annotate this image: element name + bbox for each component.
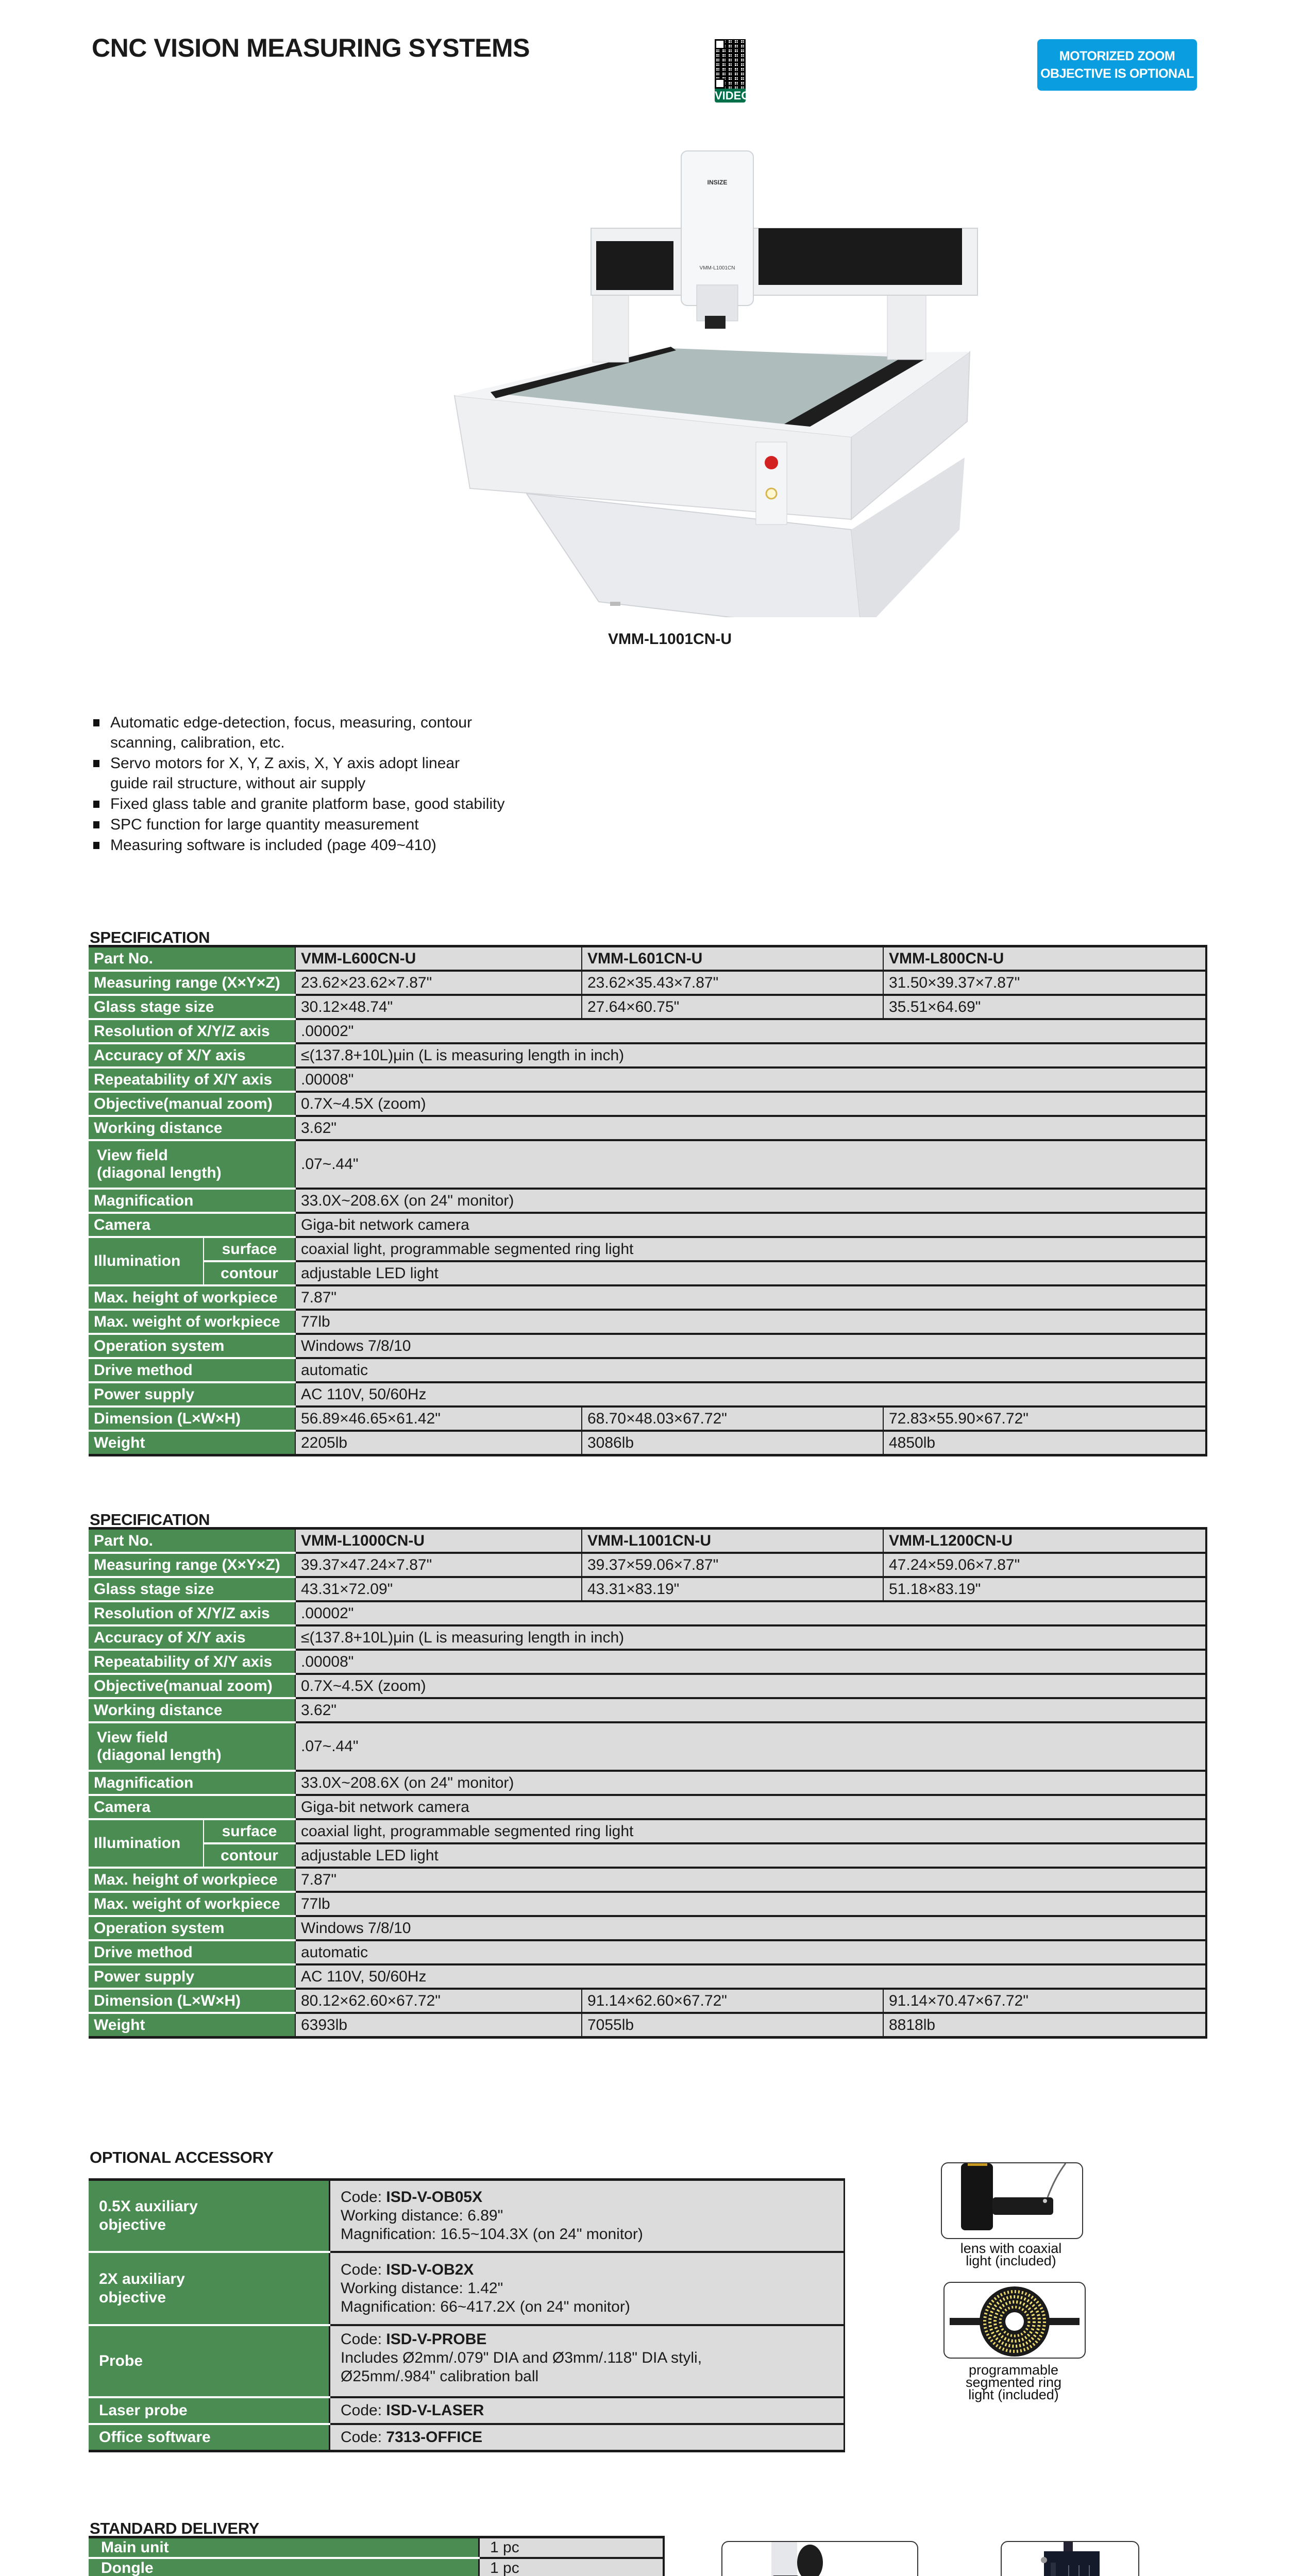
logo-text: INSIZE: [707, 179, 728, 186]
label-contour: contour: [204, 1843, 295, 1868]
accessory-details: [330, 2397, 845, 2424]
drive-value: automatic: [295, 1358, 1206, 1382]
accessory-detail-line: Includes Ø2mm/.079" DIA and Ø3mm/.118" DIA styli,: [341, 2349, 702, 2366]
accessory-label-line-2: objective: [99, 2216, 166, 2233]
weight-3: 4850lb: [883, 1431, 1206, 1455]
delivery-qty: 1 pc: [479, 2558, 664, 2576]
spec-title-2: SPECIFICATION: [90, 1511, 210, 1529]
gantry-panel-left: [596, 241, 673, 290]
delivery-item: Main unit: [89, 2537, 479, 2558]
label-range: Measuring range (X×Y×Z): [89, 1553, 295, 1577]
code-prefix: Code:: [341, 2261, 386, 2278]
model-1: VMM-L1000CN-U: [295, 1529, 582, 1553]
surface-value: coaxial light, programmable segmented ring light: [295, 1237, 1206, 1261]
dimension-3: 91.14×70.47×67.72": [883, 1989, 1206, 2013]
range-3: 47.24×59.06×7.87": [883, 1553, 1206, 1577]
table-row: [89, 1868, 1206, 1892]
model-1: VMM-L600CN-U: [295, 946, 582, 971]
table-row: [89, 1843, 1206, 1868]
label-max-height: Max. height of workpiece: [89, 1868, 295, 1892]
code-prefix: Code:: [341, 2428, 386, 2446]
table-row: [89, 1261, 1206, 1285]
accessory-detail-line: Magnification: 16.5~104.3X (on 24" monitor): [341, 2225, 643, 2243]
table-row: [89, 1674, 1206, 1698]
caption-line: light (included): [968, 2387, 1059, 2402]
table-row: [89, 1431, 1206, 1455]
lens-head: [697, 285, 738, 321]
ring-light-photo: [943, 2282, 1086, 2359]
accessory-details: [330, 2252, 845, 2325]
table-row: [89, 1601, 1206, 1625]
accessory-details: [330, 2180, 845, 2252]
label-accuracy: Accuracy of X/Y axis: [89, 1043, 295, 1067]
range-3: 31.50×39.37×7.87": [883, 971, 1206, 995]
range-1: 23.62×23.62×7.87": [295, 971, 582, 995]
table-row: [89, 1285, 1206, 1310]
gantry-panel-right: [758, 228, 962, 285]
label-repeatability: Repeatability of X/Y axis: [89, 1067, 295, 1092]
max-height-value: 7.87": [295, 1285, 1206, 1310]
weight-2: 3086lb: [582, 1431, 883, 1455]
label-power: Power supply: [89, 1964, 295, 1989]
table-row: [89, 2537, 664, 2558]
accessory-code: ISD-V-OB05X: [386, 2188, 483, 2206]
gantry-leg-right: [887, 293, 926, 360]
label-weight: Weight: [89, 2013, 295, 2038]
label-drive: Drive method: [89, 1940, 295, 1964]
label-magnification: Magnification: [89, 1771, 295, 1795]
view-field-line-1: View field: [97, 1729, 168, 1746]
resolution-value: .00002": [295, 1601, 1206, 1625]
table-row: [89, 1650, 1206, 1674]
label-resolution: Resolution of X/Y/Z axis: [89, 1601, 295, 1625]
model-3: VMM-L1200CN-U: [883, 1529, 1206, 1553]
table-row: [89, 946, 1206, 971]
label-range: Measuring range (X×Y×Z): [89, 971, 295, 995]
accessory-code: ISD-V-LASER: [386, 2401, 484, 2419]
delivery-item: Dongle: [89, 2558, 479, 2576]
accessory-code: ISD-V-OB2X: [386, 2261, 474, 2278]
probe-icon: [722, 2542, 917, 2576]
accuracy-value: ≤(137.8+10L)μin (L is measuring length in inch): [295, 1625, 1206, 1650]
table-row: [89, 2252, 845, 2325]
table-row: [89, 1698, 1206, 1722]
feature-item: Automatic edge-detection, focus, measuring, contour scanning, calibration, etc.: [92, 713, 502, 753]
stage-2: 27.64×60.75": [582, 995, 883, 1019]
model-3: VMM-L800CN-U: [883, 946, 1206, 971]
stage-3: 51.18×83.19": [883, 1577, 1206, 1601]
label-working-distance: Working distance: [89, 1116, 295, 1140]
camera-column: [681, 151, 753, 306]
table-row: [89, 1553, 1206, 1577]
power-value: AC 110V, 50/60Hz: [295, 1382, 1206, 1406]
feature-list: [92, 713, 504, 856]
label-surface: surface: [204, 1819, 295, 1843]
max-height-value: 7.87": [295, 1868, 1206, 1892]
table-row: [89, 971, 1206, 995]
label-working-distance: Working distance: [89, 1698, 295, 1722]
accessory-detail-line: Ø25mm/.984" calibration ball: [341, 2367, 539, 2385]
label-drive: Drive method: [89, 1358, 295, 1382]
gantry-leg-left: [593, 295, 629, 362]
lens-coaxial-icon: [942, 2163, 1082, 2238]
max-weight-value: 77lb: [295, 1310, 1206, 1334]
camera-value: Giga-bit network camera: [295, 1795, 1206, 1819]
weight-1: 6393lb: [295, 2013, 582, 2038]
table-row: [89, 1382, 1206, 1406]
table-row: [89, 2325, 845, 2397]
foot-left: [610, 602, 620, 606]
accessory-details: [330, 2325, 845, 2397]
table-row: [89, 2558, 664, 2576]
stage-2: 43.31×83.19": [582, 1577, 883, 1601]
dimension-3: 72.83×55.90×67.72": [883, 1406, 1206, 1431]
os-value: Windows 7/8/10: [295, 1916, 1206, 1940]
table-row: [89, 1625, 1206, 1650]
label-max-height: Max. height of workpiece: [89, 1285, 295, 1310]
label-view-field: [89, 1140, 295, 1189]
label-camera: Camera: [89, 1213, 295, 1237]
table-row: [89, 1189, 1206, 1213]
model-2: VMM-L1001CN-U: [582, 1529, 883, 1553]
label-max-weight: Max. weight of workpiece: [89, 1892, 295, 1916]
table-row: [89, 1916, 1206, 1940]
table-row: [89, 1771, 1206, 1795]
table-row: [89, 1577, 1206, 1601]
spec-title-1: SPECIFICATION: [90, 928, 210, 946]
repeatability-value: .00008": [295, 1650, 1206, 1674]
accessory-details: [330, 2424, 845, 2451]
label-os: Operation system: [89, 1334, 295, 1358]
label-weight: Weight: [89, 1431, 295, 1455]
video-qr-code[interactable]: [715, 39, 750, 103]
lens-tip: [705, 316, 726, 329]
label-objective: Objective(manual zoom): [89, 1674, 295, 1698]
table-row: [89, 1406, 1206, 1431]
table-row: [89, 2013, 1206, 2038]
range-2: 39.37×59.06×7.87": [582, 1553, 883, 1577]
repeatability-value: .00008": [295, 1067, 1206, 1092]
spec-table-1: [89, 945, 1207, 1456]
label-stage: Glass stage size: [89, 1577, 295, 1601]
label-view-field: [89, 1722, 295, 1771]
probe-photo: [721, 2541, 918, 2576]
table-row: [89, 1989, 1206, 2013]
weight-1: 2205lb: [295, 1431, 582, 1455]
view-field-line-1: View field: [97, 1147, 168, 1164]
table-row: [89, 2424, 845, 2451]
label-part-no: Part No.: [89, 1529, 295, 1553]
objective-value: 0.7X~4.5X (zoom): [295, 1092, 1206, 1116]
code-prefix: Code:: [341, 2330, 386, 2348]
accessory-label: [89, 2180, 330, 2252]
label-stage: Glass stage size: [89, 995, 295, 1019]
ring-light-icon: [945, 2283, 1085, 2358]
badge-line-1: MOTORIZED ZOOM: [1059, 49, 1175, 63]
view-field-value: .07~.44": [295, 1722, 1206, 1771]
feature-item: Fixed glass table and granite platform base, good stability: [92, 794, 504, 814]
dimension-1: 56.89×46.65×61.42": [295, 1406, 582, 1431]
feature-item: Servo motors for X, Y, Z axis, X, Y axis adopt linear guide rail structure, without air supply: [92, 753, 492, 793]
table-row: [89, 1358, 1206, 1382]
accessory-label: [89, 2252, 330, 2325]
table-row: [89, 1940, 1206, 1964]
accessory-label-line-1: 2X auxiliary: [99, 2270, 185, 2287]
stage-1: 43.31×72.09": [295, 1577, 582, 1601]
model-2: VMM-L601CN-U: [582, 946, 883, 971]
table-row: [89, 1529, 1206, 1553]
label-repeatability: Repeatability of X/Y axis: [89, 1650, 295, 1674]
stage-1: 30.12×48.74": [295, 995, 582, 1019]
feature-item: SPC function for large quantity measurement: [92, 815, 504, 835]
working-distance-value: 3.62": [295, 1116, 1206, 1140]
accessory-label: Probe: [89, 2325, 330, 2397]
view-field-line-2: (diagonal length): [97, 1164, 222, 1181]
standard-delivery-title: STANDARD DELIVERY: [90, 2519, 260, 2537]
working-distance-value: 3.62": [295, 1698, 1206, 1722]
badge-line-2: OBJECTIVE IS OPTIONAL: [1040, 66, 1194, 81]
resolution-value: .00002": [295, 1019, 1206, 1043]
label-illumination: Illumination: [89, 1237, 204, 1285]
table-row: [89, 1964, 1206, 1989]
motorized-zoom-badge: [1037, 39, 1197, 91]
accessory-code: 7313-OFFICE: [386, 2428, 483, 2446]
accessory-label-line-2: objective: [99, 2289, 166, 2306]
label-part-no: Part No.: [89, 946, 295, 971]
optional-accessory-title: OPTIONAL ACCESSORY: [90, 2148, 274, 2166]
accessory-detail-line: Magnification: 66~417.2X (on 24" monitor): [341, 2298, 630, 2315]
accessory-label-line-1: 0.5X auxiliary: [99, 2197, 198, 2215]
lens-coaxial-caption: [941, 2242, 1081, 2267]
accessory-code: ISD-V-PROBE: [386, 2330, 487, 2348]
weight-3: 8818lb: [883, 2013, 1206, 2038]
label-power: Power supply: [89, 1382, 295, 1406]
page-title: CNC VISION MEASURING SYSTEMS: [92, 33, 530, 62]
table-row: [89, 1213, 1206, 1237]
label-dimension: Dimension (L×W×H): [89, 1406, 295, 1431]
optional-accessory-table: [89, 2178, 845, 2452]
table-row: [89, 1067, 1206, 1092]
table-row: [89, 1819, 1206, 1843]
label-surface: surface: [204, 1237, 295, 1261]
ring-light-caption: [943, 2364, 1084, 2401]
label-contour: contour: [204, 1261, 295, 1285]
delivery-qty: 1 pc: [479, 2537, 664, 2558]
laser-probe-photo: [1001, 2541, 1139, 2576]
view-field-line-2: (diagonal length): [97, 1747, 222, 1764]
accessory-detail-line: Working distance: 1.42": [341, 2279, 503, 2297]
label-illumination: Illumination: [89, 1819, 204, 1868]
table-row: [89, 2180, 845, 2252]
column-model-text: VMM-L1001CN: [699, 265, 735, 271]
accessory-detail-line: Working distance: 6.89": [341, 2207, 503, 2224]
label-camera: Camera: [89, 1795, 295, 1819]
table-row: [89, 995, 1206, 1019]
caption-line: lens with coaxial: [960, 2241, 1062, 2256]
dimension-1: 80.12×62.60×67.72": [295, 1989, 582, 2013]
caption-line: light (included): [966, 2253, 1056, 2268]
table-row: [89, 2397, 845, 2424]
product-caption: VMM-L1001CN-U: [608, 631, 732, 648]
laser-probe-icon: [1002, 2542, 1138, 2576]
table-row: [89, 1237, 1206, 1261]
label-objective: Objective(manual zoom): [89, 1092, 295, 1116]
view-field-value: .07~.44": [295, 1140, 1206, 1189]
magnification-value: 33.0X~208.6X (on 24" monitor): [295, 1771, 1206, 1795]
power-indicator: [766, 488, 777, 499]
qr-code-icon: [715, 39, 746, 89]
table-row: [89, 1043, 1206, 1067]
range-1: 39.37×47.24×7.87": [295, 1553, 582, 1577]
spec-table-2: [89, 1527, 1207, 2039]
accuracy-value: ≤(137.8+10L)μin (L is measuring length in inch): [295, 1043, 1206, 1067]
dimension-2: 91.14×62.60×67.72": [582, 1989, 883, 2013]
label-dimension: Dimension (L×W×H): [89, 1989, 295, 2013]
label-accuracy: Accuracy of X/Y axis: [89, 1625, 295, 1650]
camera-value: Giga-bit network camera: [295, 1213, 1206, 1237]
weight-2: 7055lb: [582, 2013, 883, 2038]
table-row: [89, 1334, 1206, 1358]
caption-line: segmented ring: [965, 2375, 1062, 2390]
emergency-stop-button: [765, 456, 778, 469]
max-weight-value: 77lb: [295, 1892, 1206, 1916]
dimension-2: 68.70×48.03×67.72": [582, 1406, 883, 1431]
qr-video-label: VIDEO: [715, 89, 750, 102]
caption-line: programmable: [968, 2362, 1059, 2378]
table-row: [89, 1019, 1206, 1043]
code-prefix: Code:: [341, 2188, 386, 2206]
label-magnification: Magnification: [89, 1189, 295, 1213]
table-row: [89, 1092, 1206, 1116]
os-value: Windows 7/8/10: [295, 1334, 1206, 1358]
range-2: 23.62×35.43×7.87": [582, 971, 883, 995]
label-max-weight: Max. weight of workpiece: [89, 1310, 295, 1334]
contour-value: adjustable LED light: [295, 1261, 1206, 1285]
label-os: Operation system: [89, 1916, 295, 1940]
feature-item: Measuring software is included (page 409~410): [92, 835, 504, 855]
contour-value: adjustable LED light: [295, 1843, 1206, 1868]
accessory-label: Laser probe: [89, 2397, 330, 2424]
table-row: [89, 1795, 1206, 1819]
table-row: [89, 1310, 1206, 1334]
standard-delivery-table: [89, 2536, 665, 2576]
product-image: [449, 138, 1006, 617]
table-row: [89, 1140, 1206, 1189]
stage-3: 35.51×64.69": [883, 995, 1206, 1019]
accessory-label: Office software: [89, 2424, 330, 2451]
magnification-value: 33.0X~208.6X (on 24" monitor): [295, 1189, 1206, 1213]
code-prefix: Code:: [341, 2401, 386, 2419]
surface-value: coaxial light, programmable segmented ring light: [295, 1819, 1206, 1843]
table-row: [89, 1116, 1206, 1140]
lens-coaxial-photo: [941, 2162, 1083, 2239]
table-row: [89, 1892, 1206, 1916]
label-resolution: Resolution of X/Y/Z axis: [89, 1019, 295, 1043]
control-panel: [756, 442, 787, 524]
power-value: AC 110V, 50/60Hz: [295, 1964, 1206, 1989]
objective-value: 0.7X~4.5X (zoom): [295, 1674, 1206, 1698]
table-row: [89, 1722, 1206, 1771]
drive-value: automatic: [295, 1940, 1206, 1964]
